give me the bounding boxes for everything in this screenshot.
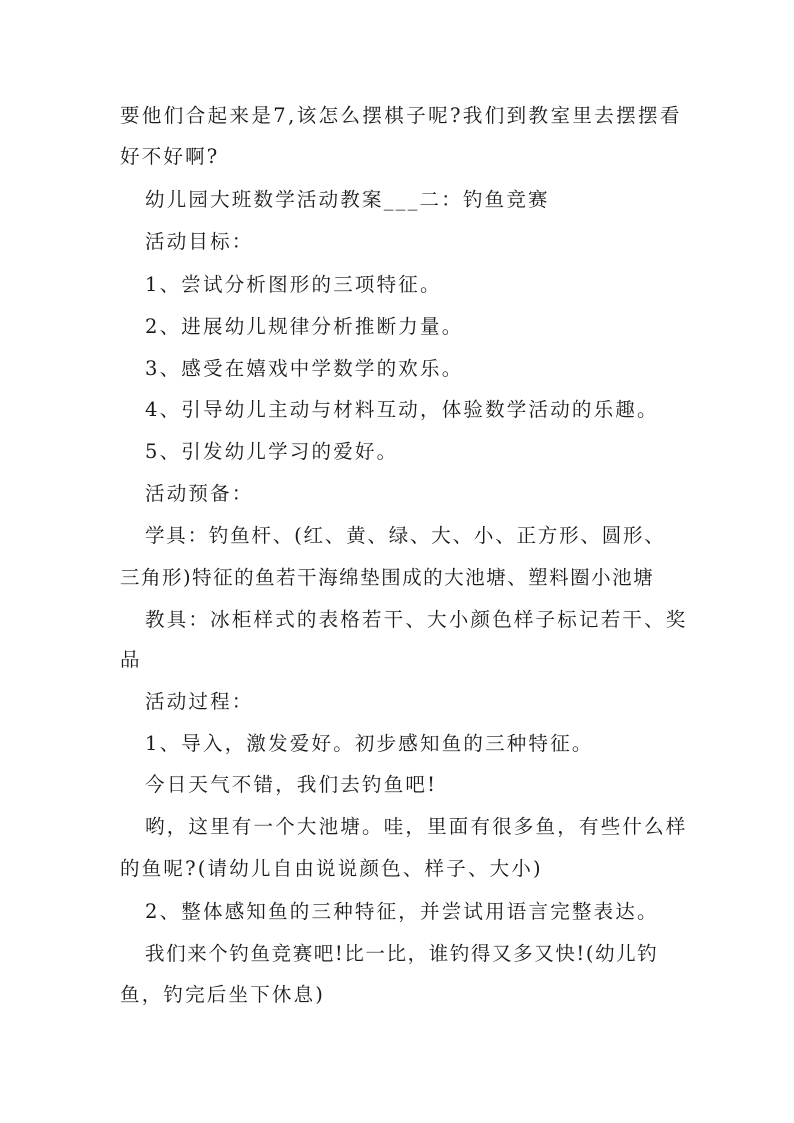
- goal-item-1: 1、尝试分析图形的三项特征。: [145, 273, 442, 296]
- process-text-line: 鱼，钓完后坐下休息): [120, 983, 326, 1006]
- process-text-line: 哟，这里有一个大池塘。哇，里面有很多鱼，有些什么样: [145, 815, 688, 838]
- process-text-line: 的鱼呢?(请幼儿自由说说颜色、样子、大小): [120, 857, 543, 880]
- learning-tools-line-continued: 三角形)特征的鱼若干海绵垫围成的大池塘、塑料圈小池塘: [120, 566, 655, 589]
- teaching-tools-line-continued: 品: [120, 648, 142, 671]
- process-text-line: 我们来个钓鱼竞赛吧!比一比，谁钓得又多又快!(幼儿钓: [145, 942, 659, 965]
- goal-item-3: 3、感受在嬉戏中学数学的欢乐。: [145, 357, 464, 380]
- heading-activity-goals: 活动目标：: [145, 230, 254, 253]
- heading-activity-process: 活动过程：: [145, 690, 254, 713]
- goal-item-4: 4、引导幼儿主动与材料互动，体验数学活动的乐趣。: [145, 398, 659, 421]
- teaching-tools-line: 教具：冰柜样式的表格若干、大小颜色样子标记若干、奖: [145, 608, 688, 631]
- learning-tools-line: 学具：钓鱼杆、(红、黄、绿、大、小、正方形、圆形、: [145, 524, 666, 547]
- process-step-2: 2、整体感知鱼的三种特征，并尝试用语言完整表达。: [145, 900, 659, 923]
- goal-item-5: 5、引发幼儿学习的爱好。: [145, 440, 399, 463]
- heading-activity-preparation: 活动预备：: [145, 482, 254, 505]
- goal-item-2: 2、进展幼儿规律分析推断力量。: [145, 315, 464, 338]
- paragraph-continuation-line: 好不好啊?: [120, 145, 220, 168]
- process-text-line: 今日天气不错，我们去钓鱼吧!: [145, 773, 438, 796]
- process-step-1: 1、导入，激发爱好。初步感知鱼的三种特征。: [145, 732, 594, 755]
- paragraph-continuation-line: 要他们合起来是7,该怎么摆棋子呢?我们到教室里去摆摆看: [120, 104, 682, 127]
- section-title: 幼儿园大班数学活动教案___二：钓鱼竞赛: [145, 188, 550, 211]
